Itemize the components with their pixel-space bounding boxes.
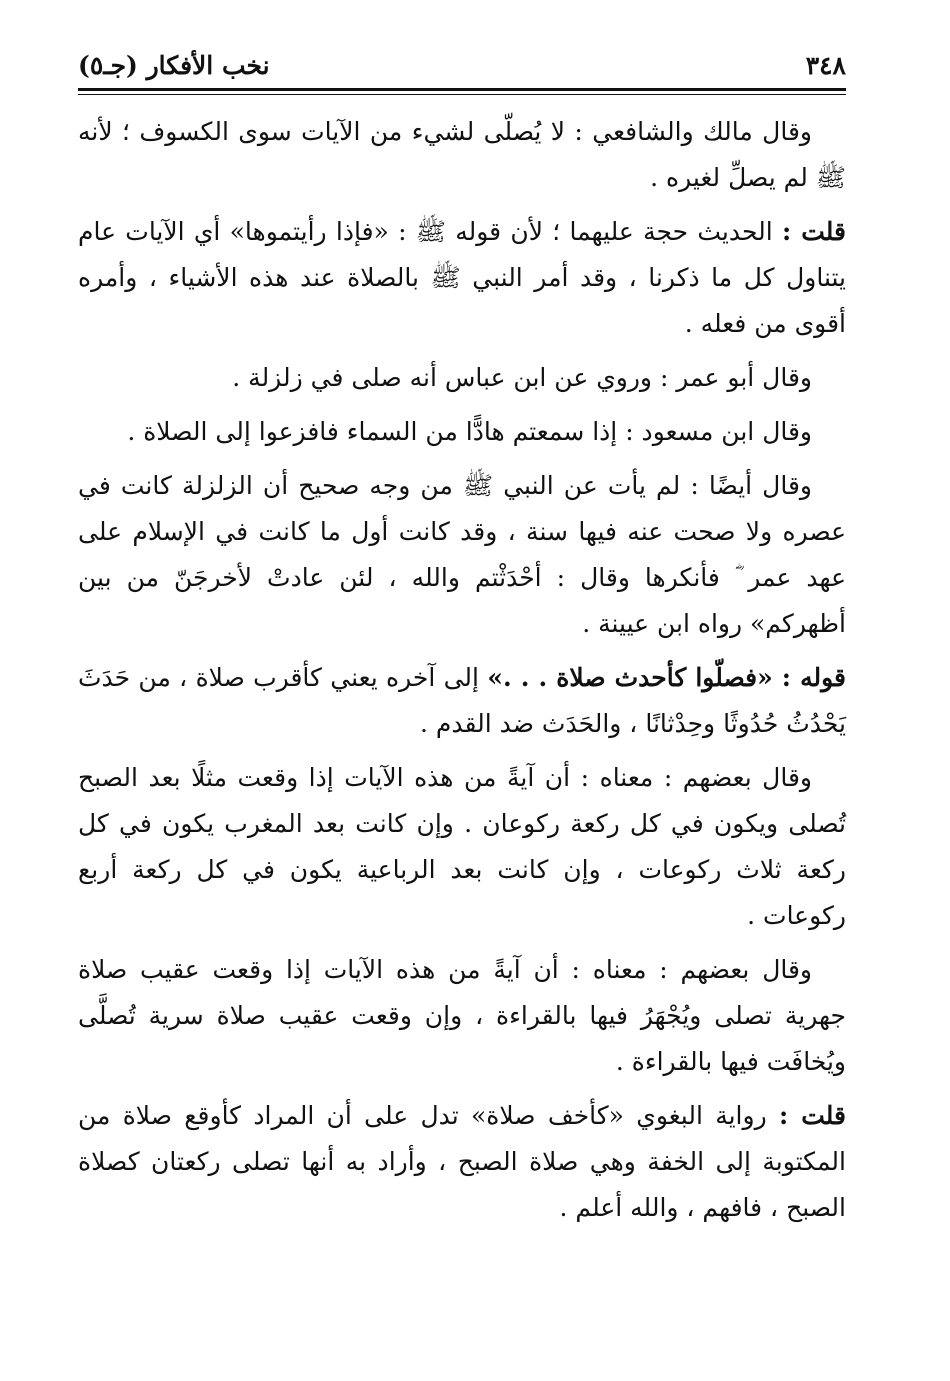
paragraph-text: وقال مالك والشافعي : لا يُصلّى لشيء من الآيات سوى الكسوف ؛ لأنه ﷺ لم يصلِّ لغيره .	[78, 117, 846, 192]
paragraph-text: وقال بعضهم : معناه : أن آيةً من هذه الآيات إذا وقعت مثلًا بعد الصبح تُصلى ويكون في كل ركعة ركوعان . وإن كانت بعد المغرب يكون في كل ركعة ثلاث ركوعات ، وإن كانت بعد الرباعية يكون في كل ركعة أربع ركوعات .	[78, 763, 846, 930]
page-header	[78, 40, 846, 88]
book-title: نخب الأفكار (جـ٥)	[78, 51, 270, 80]
header-rule	[78, 88, 846, 91]
paragraph	[78, 109, 846, 201]
paragraph-text: إلى آخره يعني كأقرب صلاة ، من حَدَثَ يَحْدُثُ حُدُوثًا وحِدْثانًا ، والحَدَث ضد القدم .	[78, 663, 846, 738]
paragraph-text: وقال أبو عمر : وروي عن ابن عباس أنه صلى في زلزلة .	[232, 363, 812, 392]
paragraph-lead: قوله : «فصلّوا كأحدث صلاة . . .»	[487, 663, 847, 692]
page-number: ٣٤٨	[805, 51, 846, 80]
paragraph-text: وقال ابن مسعود : إذا سمعتم هادًّا من السماء فافزعوا إلى الصلاة .	[127, 417, 812, 446]
paragraph	[78, 209, 846, 347]
paragraph-text: رواية البغوي «كأخف صلاة» تدل على أن المراد كأوقع صلاة من المكتوبة إلى الخفة وهي صلاة الصبح ، وأراد به أنها تصلى ركعتان كصلاة الصبح ، فافهم ، والله أعلم .	[78, 1101, 846, 1222]
paragraph-text: وقال بعضهم : معناه : أن آيةً من هذه الآيات إذا وقعت عقيب صلاة جهرية تصلى ويُجْهَرُ فيها بالقراءة ، وإن وقعت عقيب صلاة سرية تُصلَّى ويُخافَت فيها بالقراءة .	[78, 955, 846, 1076]
paragraph-lead: قلت :	[781, 217, 846, 246]
paragraph-lead: قلت :	[778, 1101, 847, 1130]
header-rule-thin	[78, 94, 846, 95]
paragraph	[78, 755, 846, 939]
paragraph	[78, 355, 846, 401]
book-page	[78, 40, 846, 1340]
paragraph	[78, 655, 846, 747]
paragraph	[78, 947, 846, 1085]
paragraph	[78, 409, 846, 455]
paragraph	[78, 1093, 846, 1231]
paragraph-text: الحديث حجة عليهما ؛ لأن قوله ﷺ : «فإذا رأيتموها» أي الآيات عام يتناول كل ما ذكرنا ، وقد أمر النبي ﷺ بالصلاة عند هذه الأشياء ، وأمره أقوى من فعله .	[78, 217, 846, 338]
paragraph	[78, 463, 846, 647]
page-body	[78, 109, 846, 1231]
paragraph-text: وقال أيضًا : لم يأت عن النبي ﷺ من وجه صحيح أن الزلزلة كانت في عصره ولا صحت عنه فيها سنة ، وقد كانت أول ما كانت في الإسلام على عهد عمر ؓ فأنكرها وقال : أحْدَثْتم والله ، لئن عادتْ لأخرجَنّ من بين أظهركم» رواه ابن عيينة .	[78, 471, 846, 638]
